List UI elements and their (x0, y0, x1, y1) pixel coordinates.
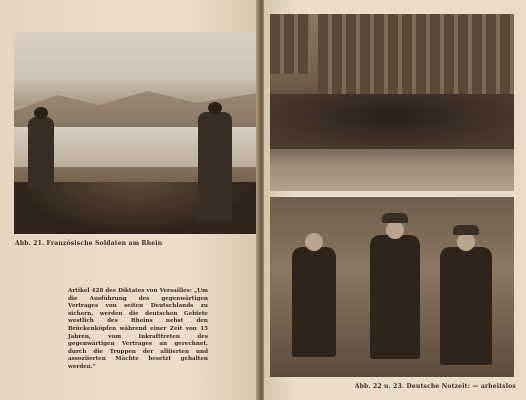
article-428-text: Artikel 428 des Diktates von Versailles: „Um die Ausführung des gegenwärtigen Vertrages von seiten Deutschlands zu sichern, werden die deutschen Gebiete westlich des Rheins nebst den Brückenköpfen während einer Zeit von 15 Jahren, vom Inkrafttreten des gegenwärtigen Vertrages an gerechnet, durch die Truppen der alliierten und assoziierten Mächte besetzt gehalten werden.“ (68, 288, 208, 370)
soldier-figure-right (198, 112, 232, 222)
left-page (0, 0, 258, 400)
man-figure-left (292, 247, 336, 357)
figure-caption-21: Abb. 21. Französische Soldaten am Rhein (15, 240, 163, 247)
soldier-figure-left (28, 117, 54, 189)
photo-buildings-left (270, 14, 310, 74)
photo-unemployed-men (270, 197, 514, 377)
figure-caption-22-23: Abb. 22 u. 23. Deutsche Notzeit: — arbeitslos (354, 383, 516, 390)
photo-crowd (270, 94, 514, 149)
photo-street-crowd (270, 14, 514, 191)
man-figure-right (440, 247, 492, 365)
photo-french-soldiers-rhine (14, 32, 257, 234)
man-figure-center (370, 235, 420, 359)
